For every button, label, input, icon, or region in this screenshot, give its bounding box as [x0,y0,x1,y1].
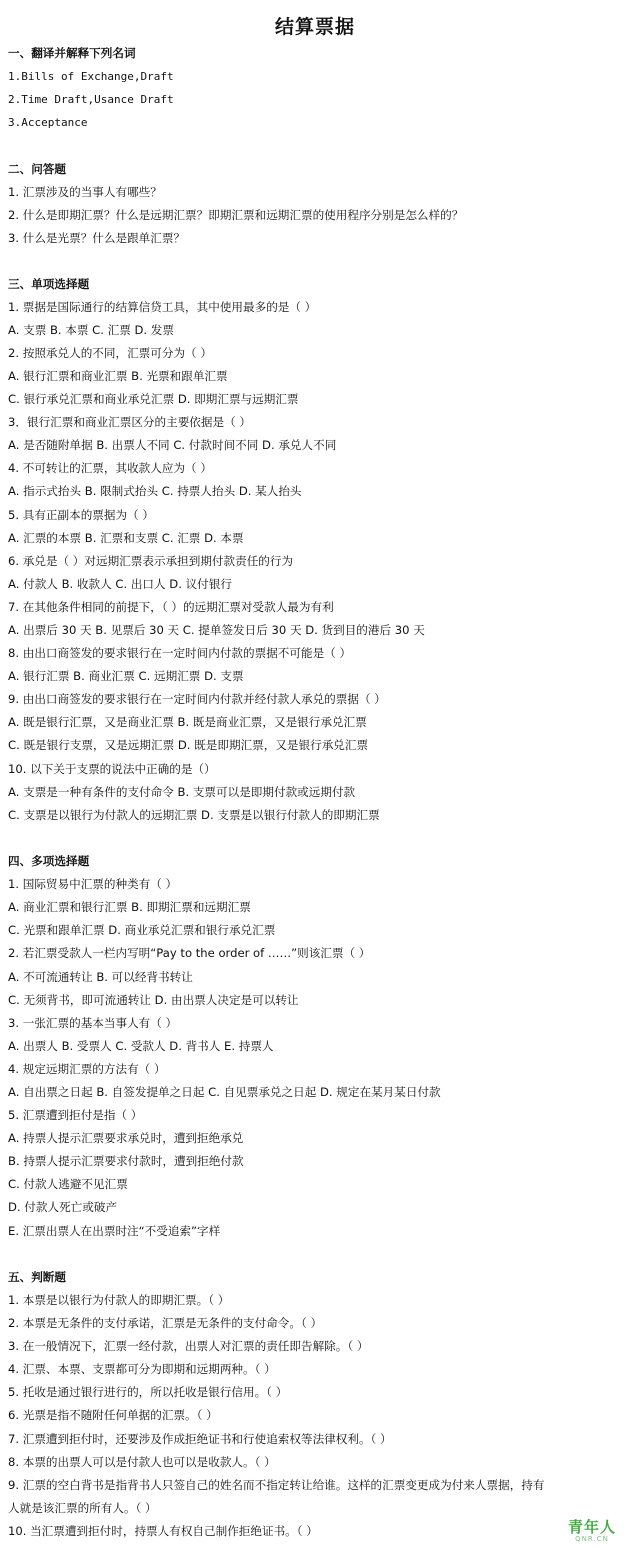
statement-item: 5. 托收是通过银行进行的，所以托收是银行信用。（ ） [8,1385,288,1399]
question-item: 6. 承兑是（ ）对远期汇票表示承担到期付款责任的行为 [8,554,294,568]
question-item: 7. 在其他条件相同的前提下，（ ）的远期汇票对受款人最为有利 [8,600,334,614]
question-item: 5. 具有正副本的票据为（ ） [8,508,154,522]
option-line: A. 付款人 B. 收款人 C. 出口人 D. 议付银行 [8,577,232,591]
question-item: 1. 汇票涉及的当事人有哪些？ [8,185,162,199]
option-line: D. 付款人死亡或破产 [8,1200,118,1214]
statement-item: 1. 本票是以银行为付款人的即期汇票。（ ） [8,1293,230,1307]
option-line: A. 支票是一种有条件的支付命令 B. 支票可以是即期付款或远期付款 [8,785,356,799]
option-line: A. 商业汇票和银行汇票 B. 即期汇票和远期汇票 [8,900,251,914]
question-item: 4. 不可转让的汇票，其收款人应为（ ） [8,461,212,475]
option-line: A. 支票 B. 本票 C. 汇票 D. 发票 [8,323,174,337]
term-item: 2.Time Draft,Usance Draft [8,93,174,106]
question-item: 8. 由出口商签发的要求银行在一定时间内付款的票据不可能是（ ） [8,646,352,660]
section-heading-translate: 一、翻译并解释下列名词 [8,46,136,60]
question-item: 3. 一张汇票的基本当事人有（ ） [8,1016,178,1030]
question-item: 3．银行汇票和商业汇票区分的主要依据是（ ） [8,415,251,429]
section-heading-true-false: 五、判断题 [8,1270,66,1284]
statement-item-continued: 人就是该汇票的所有人。（ ） [8,1501,157,1515]
question-item: 3. 什么是光票？什么是跟单汇票？ [8,231,186,245]
question-item: 4. 规定远期汇票的方法有（ ） [8,1062,166,1076]
section-heading-single-choice: 三、单项选择题 [8,277,90,291]
option-line: A. 汇票的本票 B. 汇票和支票 C. 汇票 D. 本票 [8,531,244,545]
term-item: 1.Bills of Exchange,Draft [8,70,174,83]
section-heading-qa: 二、问答题 [8,162,66,176]
question-item: 1. 国际贸易中汇票的种类有（ ） [8,877,178,891]
option-line: B. 持票人提示汇票要求付款时，遭到拒绝付款 [8,1154,244,1168]
question-item: 10. 以下关于支票的说法中正确的是（） [8,762,216,776]
statement-item: 10. 当汇票遭到拒付时，持票人有权自己制作拒绝证书。（ ） [8,1524,318,1538]
option-line: C. 银行承兑汇票和商业承兑汇票 D. 即期汇票与远期汇票 [8,392,299,406]
question-item: 5. 汇票遭到拒付是指（ ） [8,1108,143,1122]
statement-item: 3. 在一般情况下，汇票一经付款，出票人对汇票的责任即告解除。（ ） [8,1339,369,1353]
option-line: A. 出票后 30 天 B. 见票后 30 天 C. 提单签发日后 30 天 D. 货到目的港后 30 天 [8,623,425,637]
question-item: 1. 票据是国际通行的结算信贷工具，其中使用最多的是（ ） [8,300,317,314]
question-item: 9. 由出口商签发的要求银行在一定时间内付款并经付款人承兑的票据（ ） [8,692,386,706]
option-line: C. 无须背书，即可流通转让 D. 由出票人决定是可以转让 [8,993,299,1007]
statement-item: 4. 汇票、本票、支票都可分为即期和远期两种。（ ） [8,1362,276,1376]
option-line: A. 持票人提示汇票要求承兑时，遭到拒绝承兑 [8,1131,244,1145]
option-line: E. 汇票出票人在出票时注“不受追索”字样 [8,1224,221,1238]
watermark-domain: QNR.CN [575,1535,609,1543]
option-line: C. 支票是以银行为付款人的远期汇票 D. 支票是以银行付款人的即期汇票 [8,808,380,822]
statement-item: 8. 本票的出票人可以是付款人也可以是收款人。（ ） [8,1455,276,1469]
term-item: 3.Acceptance [8,116,88,129]
question-item: 2. 什么是即期汇票？什么是远期汇票？即期汇票和远期汇票的使用程序分别是怎么样的？ [8,208,464,222]
option-line: A. 既是银行汇票，又是商业汇票 B. 既是商业汇票，又是银行承兑汇票 [8,715,367,729]
option-line: A. 不可流通转让 B. 可以经背书转让 [8,970,193,984]
statement-item: 7. 汇票遭到拒付时，还要涉及作成拒绝证书和行使追索权等法律权利。（ ） [8,1432,392,1446]
option-line: A. 银行汇票 B. 商业汇票 C. 远期汇票 D. 支票 [8,669,244,683]
option-line: C. 既是银行支票，又是远期汇票 D. 既是即期汇票，又是银行承兑汇票 [8,738,369,752]
option-line: C. 光票和跟单汇票 D. 商业承兑汇票和银行承兑汇票 [8,923,276,937]
option-line: C. 付款人逃避不见汇票 [8,1177,128,1191]
question-item: 2. 若汇票受款人一栏内写明“Pay to the order of ……”则该汇票（ ） [8,946,371,960]
option-line: A. 是否随附单据 B. 出票人不同 C. 付款时间不同 D. 承兑人不同 [8,438,337,452]
option-line: A. 银行汇票和商业汇票 B. 光票和跟单汇票 [8,369,228,383]
option-line: A. 出票人 B. 受票人 C. 受款人 D. 背书人 E. 持票人 [8,1039,274,1053]
option-line: A. 指示式抬头 B. 限制式抬头 C. 持票人抬头 D. 某人抬头 [8,484,302,498]
watermark-logo [562,1519,622,1544]
watermark-text: 青年人 [567,1518,616,1536]
statement-item: 6. 光票是指不随附任何单据的汇票。（ ） [8,1408,218,1422]
statement-item: 2. 本票是无条件的支付承诺，汇票是无条件的支付命令。（ ） [8,1316,323,1330]
document-title: 结算票据 [274,16,355,38]
question-item: 2. 按照承兑人的不同，汇票可分为（ ） [8,346,212,360]
statement-item: 9. 汇票的空白背书是指背书人只签自己的姓名而不指定转让给谁。这样的汇票变更成为付来人票据，持有 [8,1478,545,1492]
section-heading-multi-choice: 四、多项选择题 [8,854,90,868]
option-line: A. 自出票之日起 B. 自签发提单之日起 C. 自见票承兑之日起 D. 规定在某月某日付款 [8,1085,441,1099]
